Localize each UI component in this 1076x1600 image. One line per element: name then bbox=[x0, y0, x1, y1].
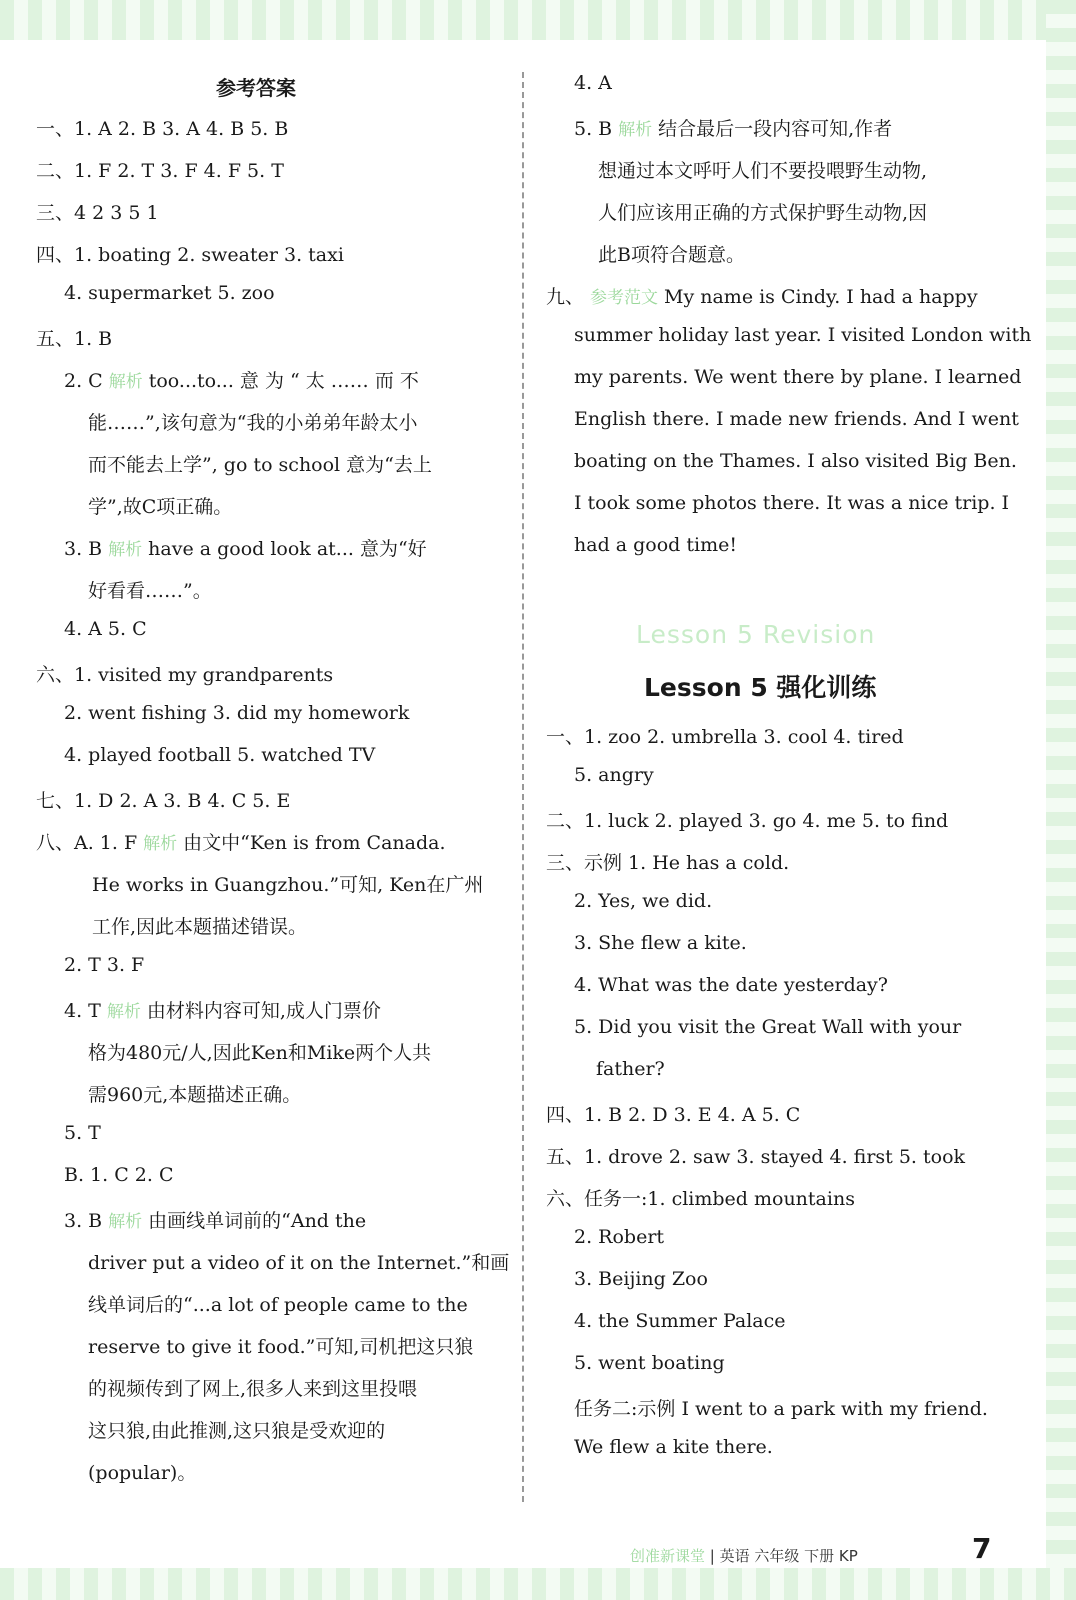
answer-line: 这只狼,由此推测,这只狼是受欢迎的 bbox=[88, 1420, 386, 1442]
column-divider bbox=[522, 72, 524, 1502]
answer-line bbox=[64, 366, 419, 393]
answer-line: 5. T bbox=[64, 1122, 101, 1144]
essay-line: had a good time! bbox=[574, 534, 737, 556]
answer-line: 此B项符合题意。 bbox=[598, 244, 745, 266]
answer-line: 4. What was the date yesterday? bbox=[574, 974, 888, 996]
answer-line bbox=[64, 996, 381, 1023]
answer-line: 六、1. visited my grandparents bbox=[36, 664, 334, 686]
essay-line: English there. I made new friends. And I went bbox=[574, 408, 1019, 430]
answer-number: 九、 bbox=[546, 286, 585, 308]
answer-line: 4. A bbox=[574, 72, 612, 94]
answer-line: 五、1. drove 2. saw 3. stayed 4. first 5. took bbox=[546, 1146, 966, 1168]
analysis-tag: 解析 bbox=[618, 120, 653, 140]
answer-line: 2. went fishing 3. did my homework bbox=[64, 702, 410, 724]
analysis-tag: 解析 bbox=[108, 372, 143, 392]
analysis-tag: 解析 bbox=[108, 540, 143, 560]
answer-number: 5. B bbox=[574, 118, 613, 140]
answer-line: 3. Beijing Zoo bbox=[574, 1268, 708, 1290]
answer-line: 想通过本文呼吁人们不要投喂野生动物, bbox=[598, 160, 928, 182]
answer-line: 好看看……”。 bbox=[88, 580, 212, 602]
decorative-border-top bbox=[0, 0, 1076, 40]
answer-line bbox=[574, 114, 892, 141]
answer-line: 四、1. boating 2. sweater 3. taxi bbox=[36, 244, 344, 266]
answer-line: 四、1. B 2. D 3. E 4. A 5. C bbox=[546, 1104, 801, 1126]
essay-line: summer holiday last year. I visited London with bbox=[574, 324, 1032, 346]
answer-line: 需960元,本题描述正确。 bbox=[88, 1084, 302, 1106]
answer-number: 八、A. 1. F bbox=[36, 832, 138, 854]
answer-line: 4. played football 5. watched TV bbox=[64, 744, 376, 766]
analysis-text: 结合最后一段内容可知,作者 bbox=[658, 118, 893, 140]
answer-line bbox=[546, 282, 978, 309]
answer-line: 六、任务一:1. climbed mountains bbox=[546, 1188, 855, 1210]
analysis-tag: 解析 bbox=[143, 834, 178, 854]
answer-number: 2. C bbox=[64, 370, 103, 392]
lesson-heading: Lesson 5 强化训练 bbox=[644, 673, 877, 702]
answer-line: 二、1. luck 2. played 3. go 4. me 5. to find bbox=[546, 810, 949, 832]
analysis-text: 由画线单词前的“And the bbox=[148, 1210, 367, 1232]
answer-number: 3. B bbox=[64, 1210, 103, 1232]
answer-line: 三、4 2 3 5 1 bbox=[36, 202, 159, 224]
answer-line: 3. She flew a kite. bbox=[574, 932, 747, 954]
answer-line: 2. T 3. F bbox=[64, 954, 145, 976]
answer-line: 4. the Summer Palace bbox=[574, 1310, 786, 1332]
answer-line bbox=[64, 534, 427, 561]
analysis-text: too...to... 意 为 “ 太 …… 而 不 bbox=[148, 370, 419, 392]
answer-line: 五、1. B bbox=[36, 328, 113, 350]
answer-line: 一、1. A 2. B 3. A 4. B 5. B bbox=[36, 118, 289, 140]
essay-line: I took some photos there. It was a nice trip. I bbox=[574, 492, 1010, 514]
answer-line: (popular)。 bbox=[88, 1462, 197, 1484]
answer-number: 3. B bbox=[64, 538, 103, 560]
essay-text: My name is Cindy. I had a happy bbox=[664, 286, 978, 308]
answer-line: B. 1. C 2. C bbox=[64, 1164, 174, 1186]
page-title: 参考答案 bbox=[216, 76, 296, 100]
analysis-text: 由材料内容可知,成人门票价 bbox=[146, 1000, 381, 1022]
answer-line: 的视频传到了网上,很多人来到这里投喂 bbox=[88, 1378, 418, 1400]
decorative-border-bottom bbox=[0, 1568, 1076, 1600]
answer-line: driver put a video of it on the Internet.”和画 bbox=[88, 1252, 510, 1274]
sample-essay-tag: 参考范文 bbox=[590, 288, 659, 308]
analysis-tag: 解析 bbox=[106, 1002, 141, 1022]
answer-line: 一、1. zoo 2. umbrella 3. cool 4. tired bbox=[546, 726, 904, 748]
answer-line: reserve to give it food.”可知,司机把这只狼 bbox=[88, 1336, 474, 1358]
answer-line: We flew a kite there. bbox=[574, 1436, 773, 1458]
lesson-ghost-heading: Lesson 5 Revision bbox=[636, 620, 876, 649]
answer-number: 4. T bbox=[64, 1000, 101, 1022]
answer-line: 5. went boating bbox=[574, 1352, 725, 1374]
answer-line: 5. angry bbox=[574, 764, 654, 786]
answer-line: 任务二:示例 I went to a park with my friend. bbox=[574, 1398, 988, 1420]
answer-line: 4. A 5. C bbox=[64, 618, 147, 640]
answer-line: 4. supermarket 5. zoo bbox=[64, 282, 275, 304]
answer-line: 学”,故C项正确。 bbox=[88, 496, 233, 518]
answer-line: He works in Guangzhou.”可知, Ken在广州 bbox=[92, 874, 484, 896]
answer-line: 人们应该用正确的方式保护野生动物,因 bbox=[598, 202, 928, 224]
answer-line: 2. Robert bbox=[574, 1226, 665, 1248]
answer-line: 而不能去上学”, go to school 意为“去上 bbox=[88, 454, 432, 476]
answer-line: father? bbox=[596, 1058, 665, 1080]
answer-line: 线单词后的“...a lot of people came to the bbox=[88, 1294, 468, 1316]
answer-line: 三、示例 1. He has a cold. bbox=[546, 852, 790, 874]
analysis-text: have a good look at... 意为“好 bbox=[148, 538, 427, 560]
page-footer bbox=[630, 1545, 858, 1566]
decorative-border-right bbox=[1046, 0, 1076, 1600]
analysis-tag: 解析 bbox=[108, 1212, 143, 1232]
footer-info: | 英语 六年级 下册 KP bbox=[709, 1547, 858, 1565]
answer-line: 七、1. D 2. A 3. B 4. C 5. E bbox=[36, 790, 291, 812]
analysis-text: 由文中“Ken is from Canada. bbox=[183, 832, 446, 854]
essay-line: boating on the Thames. I also visited Big Ben. bbox=[574, 450, 1017, 472]
footer-brand: 创准新课堂 bbox=[630, 1547, 706, 1565]
answer-line bbox=[64, 1206, 366, 1233]
answer-line: 能……”,该句意为“我的小弟弟年龄太小 bbox=[88, 412, 418, 434]
page-number: 7 bbox=[972, 1532, 992, 1565]
answer-line: 格为480元/人,因此Ken和Mike两个人共 bbox=[88, 1042, 432, 1064]
answer-line: 二、1. F 2. T 3. F 4. F 5. T bbox=[36, 160, 284, 182]
answer-line: 5. Did you visit the Great Wall with your bbox=[574, 1016, 962, 1038]
answer-line: 2. Yes, we did. bbox=[574, 890, 713, 912]
answer-line bbox=[36, 828, 446, 855]
answer-line: 工作,因此本题描述错误。 bbox=[92, 916, 308, 938]
essay-line: my parents. We went there by plane. I learned bbox=[574, 366, 1022, 388]
